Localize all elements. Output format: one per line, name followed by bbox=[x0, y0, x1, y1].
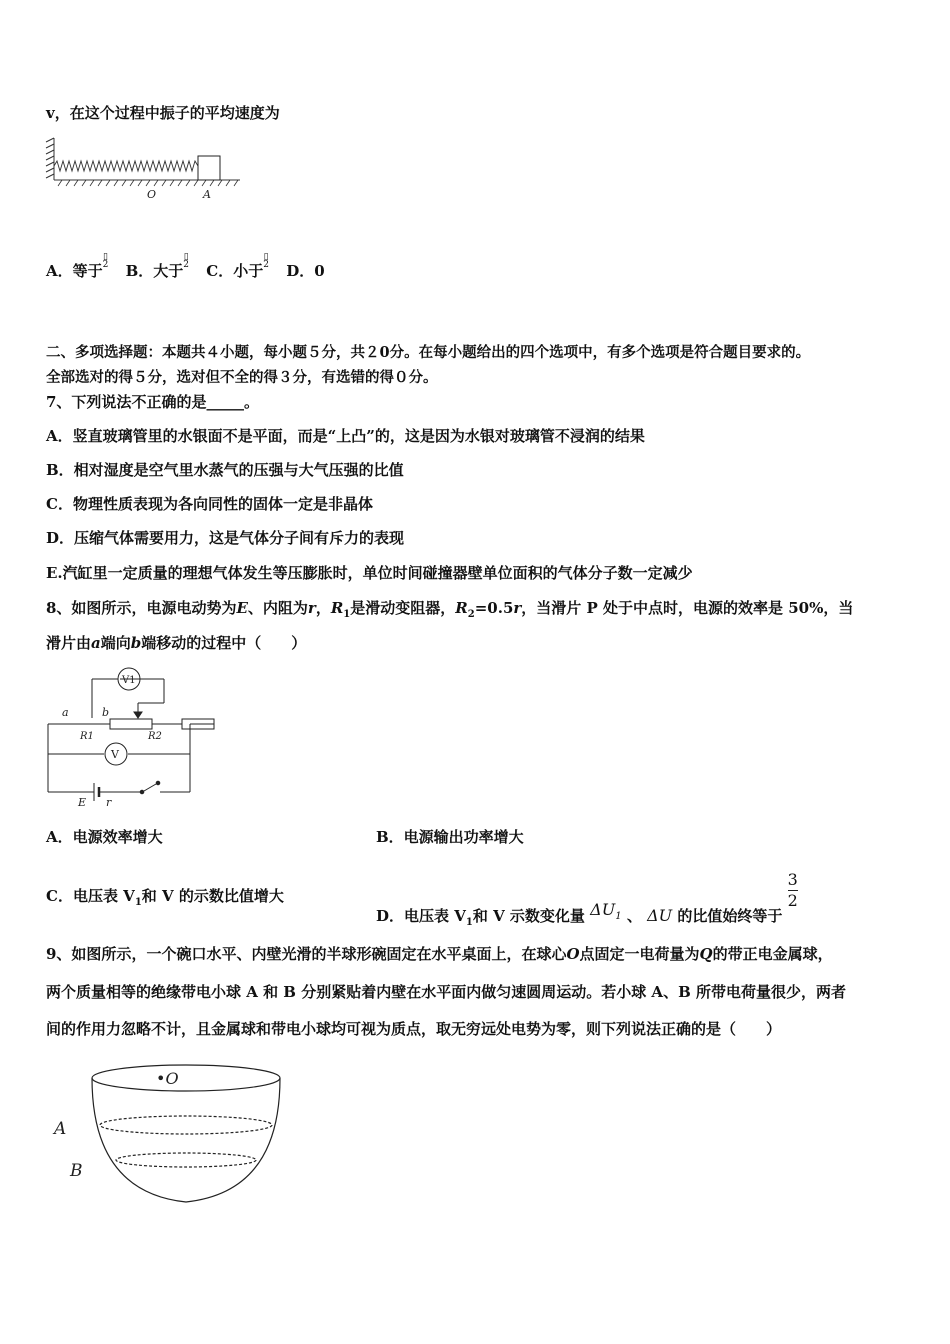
q6-options bbox=[46, 253, 325, 281]
q9-stem-line2: 两个质量相等的绝缘带电小球 A 和 B 分别紧贴着内壁在水平面内做匀速圆周运动。若小球 A、B 所带电荷量很少，两者 bbox=[46, 983, 846, 1001]
q6-option-a[interactable]: A．等于▯ 2 bbox=[46, 252, 109, 280]
bowl-figure bbox=[52, 1062, 272, 1212]
q8-option-b[interactable]: B．电源输出功率增大 bbox=[376, 828, 524, 846]
q9-stem-line3: 间的作用力忽略不计，且金属球和带电小球均可视为质点，取无穷远处电势为零，则下列说法正确的是（ ） bbox=[46, 1020, 782, 1038]
q6-option-d[interactable]: D．0 bbox=[286, 262, 325, 280]
label-b: b bbox=[102, 706, 110, 719]
meter-v-label: V bbox=[111, 748, 119, 761]
q8-stem-line1: 8、如图所示，电源电动势为E、内阻为r，$R_1$是滑动变阻器，$R_2=0.5r$，当滑片 P 处于中点时，电源的效率是 50%，当 bbox=[46, 599, 854, 620]
q7-option-b[interactable]: B．相对湿度是空气里水蒸气的压强与大气压强的比值 bbox=[46, 461, 404, 479]
spring-oscillator-figure bbox=[44, 136, 244, 206]
label-a: A bbox=[54, 1119, 67, 1139]
label-e: E bbox=[78, 796, 87, 809]
q6-stem-tail: v，在这个过程中振子的平均速度为 bbox=[46, 104, 280, 122]
label-a: a bbox=[62, 706, 69, 719]
q7-option-e[interactable]: E.汽缸里一定质量的理想气体发生等压膨胀时，单位时间碰撞器壁单位面积的气体分子数一定减少 bbox=[46, 564, 693, 582]
section2-header-line2: 全部选对的得５分，选对但不全的得３分，有选错的得０分。 bbox=[46, 369, 438, 386]
q8-option-a[interactable]: A．电源效率增大 bbox=[46, 828, 163, 846]
q7-option-a[interactable]: A．竖直玻璃管里的水银面不是平面，而是“上凸”的，这是因为水银对玻璃管不浸润的结果 bbox=[46, 427, 645, 445]
label-r: r bbox=[106, 796, 112, 809]
q6-option-b[interactable]: B．大于▯ 2 bbox=[125, 252, 190, 280]
label-r2: R2 bbox=[148, 731, 162, 742]
section2-header-line1: 二、多项选择题：本题共４小题，每小题５分，共２0分。在每小题给出的四个选项中，有多个选项是符合题目要求的。 bbox=[46, 344, 811, 361]
q8-option-d[interactable]: D．电压表 $V_1$和 V 示数变化量 $\Delta U_1$ 、 ΔU 的比值始终等于 $\frac{3}{2}$ bbox=[376, 870, 798, 928]
label-o: O bbox=[147, 188, 157, 201]
meter-v1-label: V1 bbox=[122, 675, 136, 686]
label-b: B bbox=[70, 1161, 83, 1181]
q9-stem-line1: 9、如图所示，一个碗口水平、内壁光滑的半球形碗固定在水平桌面上，在球心O点固定一电荷量为Q的带正电金属球， bbox=[46, 945, 833, 963]
q8-stem-line2: 滑片由a端向b端移动的过程中（ ） bbox=[46, 634, 307, 652]
label-o: •O bbox=[156, 1069, 179, 1088]
q7-option-d[interactable]: D．压缩气体需要用力，这是气体分子间有斥力的表现 bbox=[46, 529, 405, 547]
label-a: A bbox=[203, 188, 211, 201]
circuit-figure bbox=[44, 666, 194, 811]
label-r1: R1 bbox=[80, 731, 94, 742]
q7-option-c[interactable]: C．物理性质表现为各向同性的固体一定是非晶体 bbox=[46, 495, 373, 513]
q7-stem: 7、下列说法不正确的是_____。 bbox=[46, 393, 259, 411]
q6-option-c[interactable]: C．小于▯ 2 bbox=[206, 252, 269, 280]
q8-option-c[interactable]: C．电压表 $V_1$和 V 的示数比值增大 bbox=[46, 887, 284, 908]
